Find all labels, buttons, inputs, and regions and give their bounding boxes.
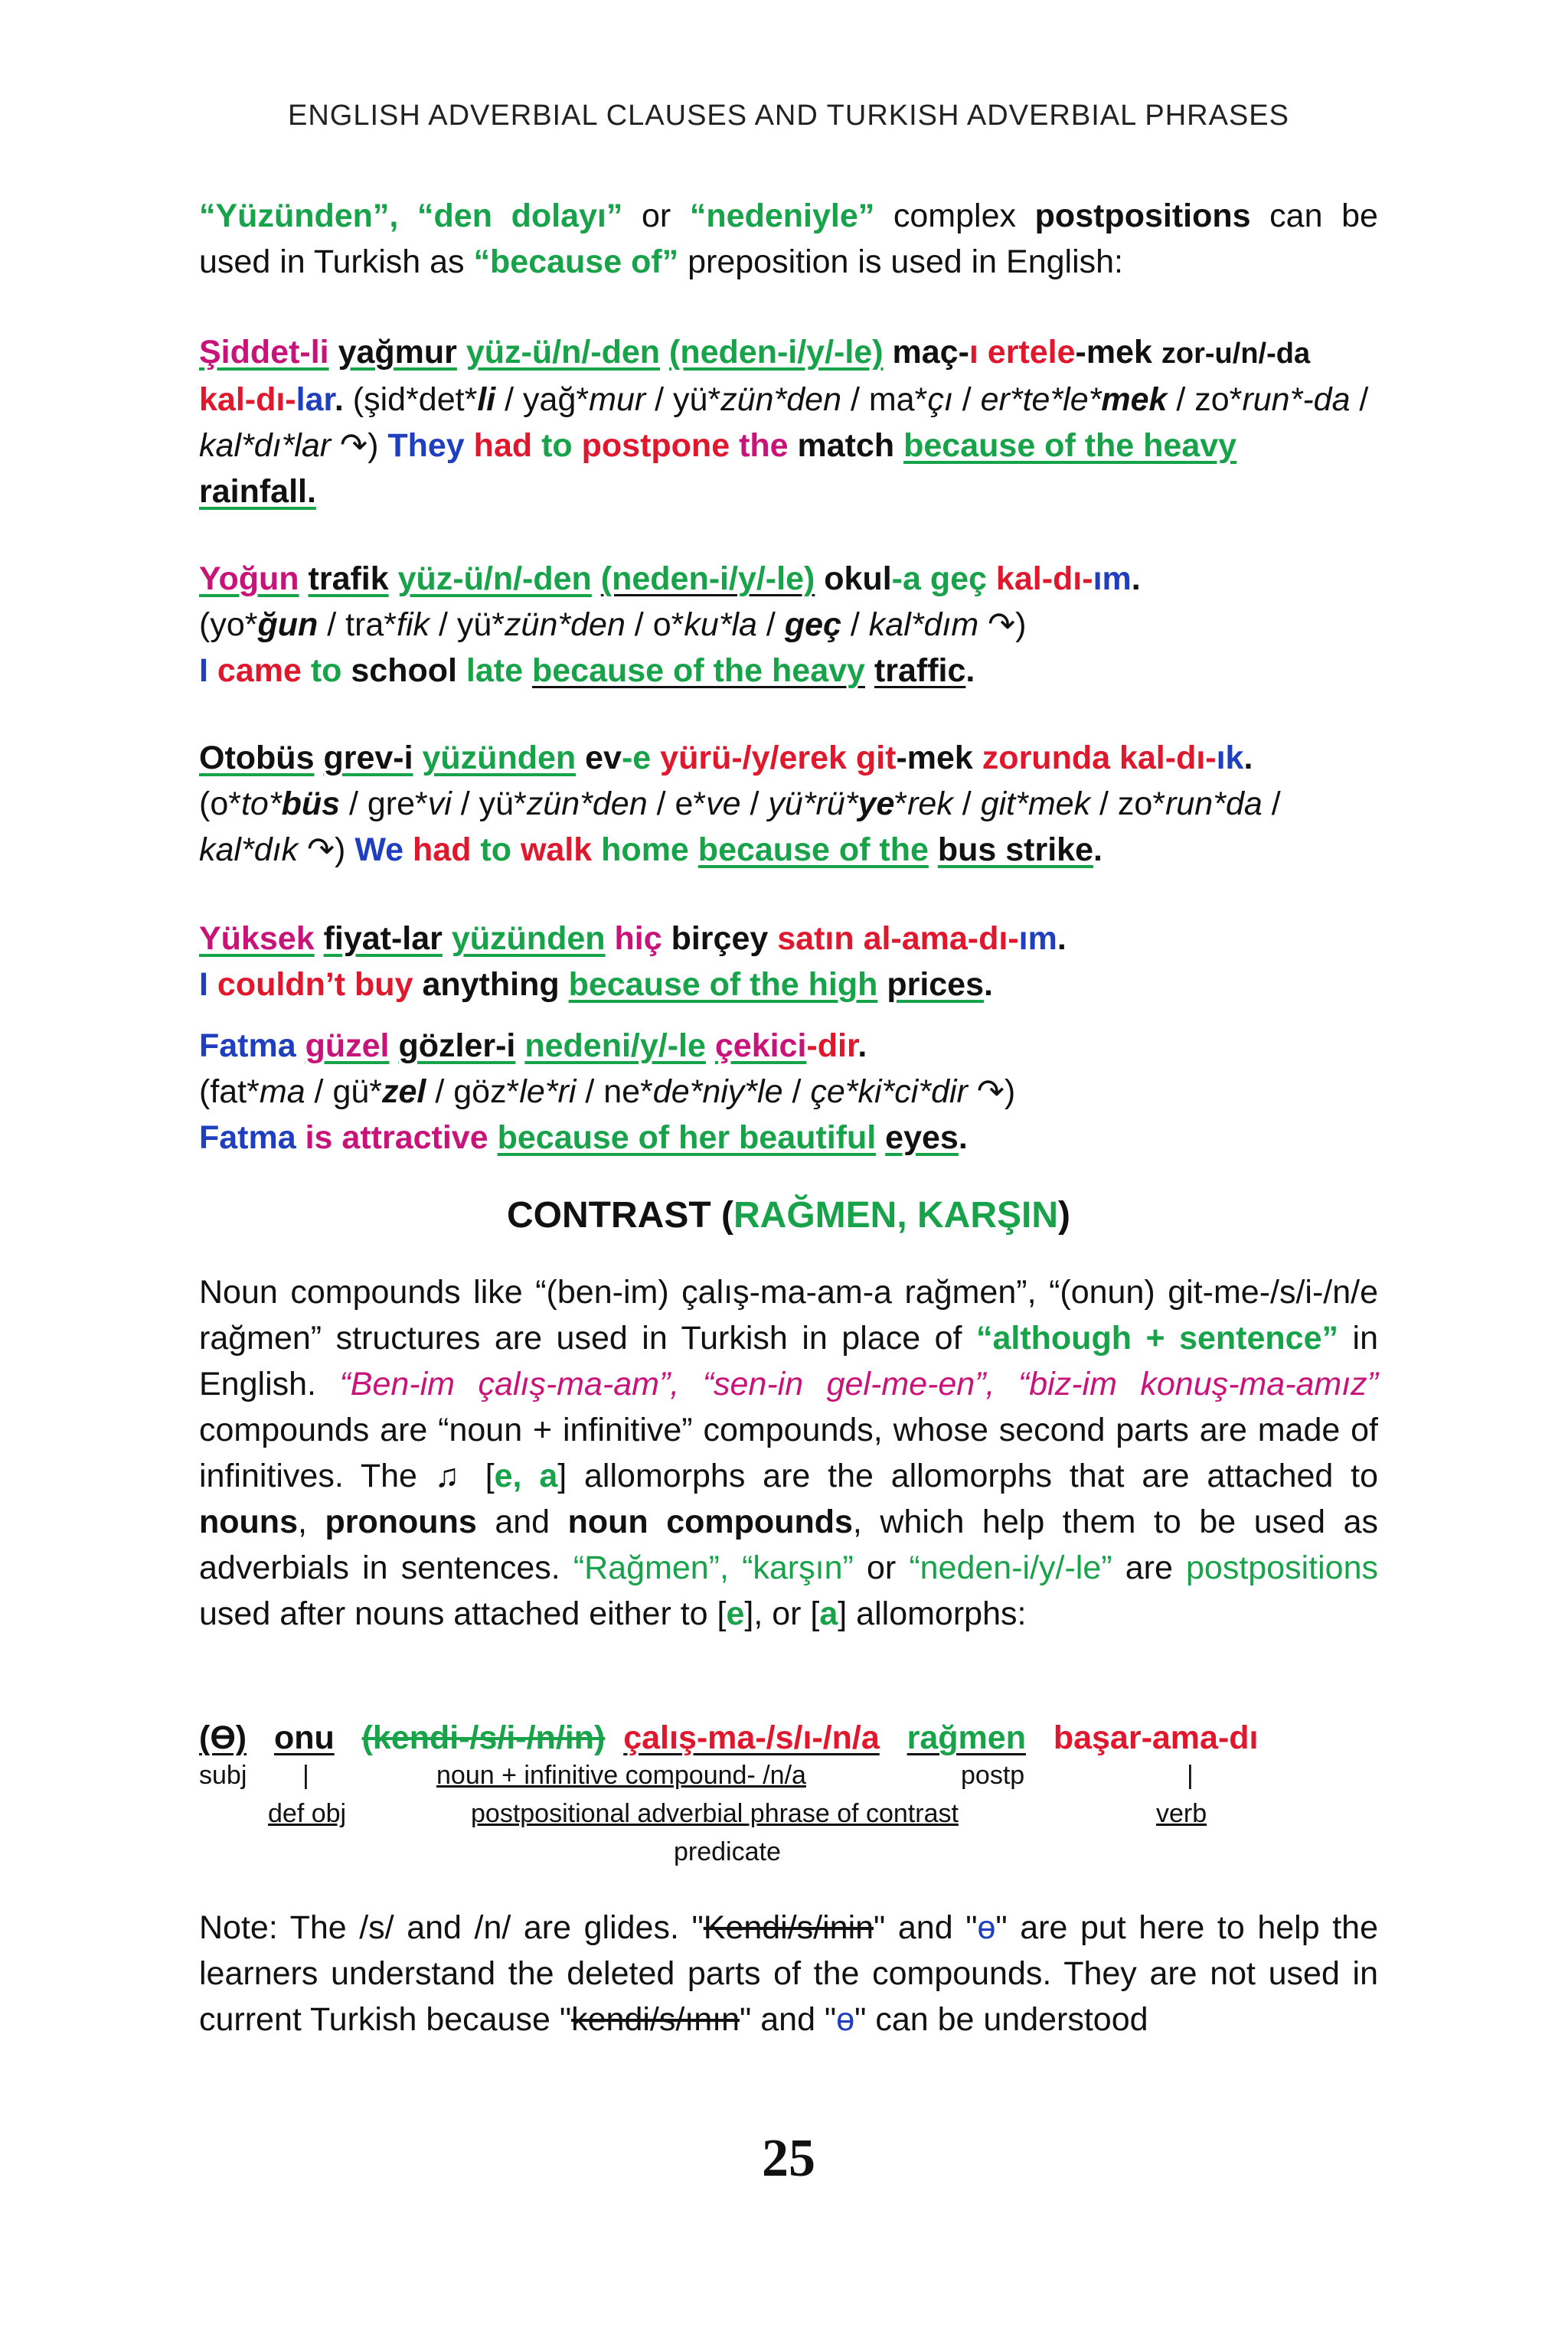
contrast-paragraph (199, 1269, 1378, 1637)
contrast-text: compounds are “noun + infinitive” compounds, whose second parts are made of infinitives. The ♫ [ (199, 1412, 1378, 1494)
contrast-text: , (297, 1504, 325, 1540)
note-text: " and " (740, 2001, 837, 2038)
contrast-text: ], or [ (744, 1595, 820, 1632)
contrast-text: in English. (199, 1320, 1378, 1402)
diagram-bar: | (1187, 1761, 1194, 1790)
example-5-english: Fatma is attractive because of her beautiful eyes. (199, 1119, 968, 1156)
ex1-the: the (739, 427, 789, 464)
diagram-label-def-obj: def obj (268, 1799, 347, 1828)
den-dolayi-term: “den dolayı” (417, 198, 623, 234)
note-theta: ɵ (836, 2001, 855, 2038)
example-1 (199, 329, 1378, 514)
diagram-label-verb: verb (1156, 1799, 1207, 1828)
ex1-zorunda: zor-u/n/-da (1161, 338, 1311, 370)
example-2-pronunciation: (yo*ğun / tra*fik / yü*zün*den / o*ku*la / geç / kal*dım ↷) (199, 606, 1027, 643)
page (199, 0, 1378, 2338)
ex2-okula: okul-a (824, 560, 921, 597)
example-2-turkish: Yoğun trafik yüz-ü/n/-den (neden-i/y/-le) okul-a geç kal-dı-ım. (199, 560, 1141, 597)
diagram-label-noun-inf: noun + infinitive compound- /n/a (436, 1761, 806, 1790)
compound-examples: “Ben-im çalış-ma-am”, “sen-in gel-me-en”, “biz-im konuş-ma-amız” (339, 1366, 1378, 1402)
example-4-english: I couldn’t buy anything because of the high prices. (199, 966, 993, 1003)
ex1-had: had (473, 427, 533, 464)
example-5 (199, 1023, 1378, 1161)
note-theta: ɵ (977, 1909, 996, 1946)
example-4-turkish: Yüksek fiyat-lar yüzünden hiç birçey satın al-ama-dı-ım. (199, 920, 1067, 957)
intro-paragraph (199, 193, 1378, 285)
contrast-text: Noun compounds like “(ben-im) çalış-ma-am-a rağmen”, “(onun) git-me-/s/i-/n/e rağmen” structures are used in Turkish in place of (199, 1274, 1378, 1357)
example-5-turkish: Fatma güzel gözler-i nedeni/y/-le çekici-dir. (199, 1027, 867, 1064)
example-3-turkish: Otobüs grev-i yüzünden ev-e yürü-/y/erek git-mek zorunda kal-dı-ık. (199, 740, 1253, 776)
example-5-pronunciation: (fat*ma / gü*zel / göz*le*ri / ne*de*niy*le / çe*ki*ci*dir ↷) (199, 1073, 1016, 1110)
diagram-basaramadi: başar-ama-dı (1053, 1719, 1259, 1756)
pronouns-term: pronouns (325, 1504, 477, 1540)
heading-ragmen-karsin: RAĞMEN, KARŞIN (733, 1195, 1058, 1236)
ex2-yuzunden: yüz-ü/n/-den (397, 560, 592, 597)
ex1-yagmur: yağmur (338, 334, 457, 371)
ex1-kaldilar: kal-dı-lar (199, 381, 335, 418)
ex1-yuzunden: yüz-ü/n/-den (466, 334, 661, 371)
diagram-sentence (199, 1715, 1378, 1761)
diagram-row-2 (199, 1799, 1378, 1837)
because-of-term: “because of” (473, 243, 679, 280)
note-kendisinin: Kendi/s/inin (703, 1909, 874, 1946)
ex1-ertelemek: ertele (987, 334, 1076, 371)
ex1-to: to (541, 427, 573, 464)
intro-text: or (622, 198, 690, 234)
example-2-english: I came to school late because of the heavy traffic. (199, 652, 975, 689)
diagram-bar: | (302, 1761, 309, 1790)
example-4 (199, 916, 1378, 1007)
a-allomorph: a (819, 1595, 838, 1632)
diagram-label-subj: subj (199, 1761, 247, 1790)
diagram-label-predicate: predicate (674, 1837, 781, 1866)
nouns-term: nouns (199, 1504, 298, 1540)
ex1-maci: maç-ı (892, 334, 978, 371)
example-3 (199, 735, 1378, 873)
ex2-nedeniyle: (neden-i/y/-le) (600, 560, 815, 597)
contrast-text: or (853, 1549, 910, 1586)
postpositions-term: postpositions (1186, 1549, 1378, 1586)
heading-text: ) (1058, 1195, 1070, 1236)
intro-text: can be used in Turkish as (199, 198, 1378, 280)
contrast-text: , which help them to be used as adverbials in sentences. (199, 1504, 1378, 1586)
diagram-row-1 (199, 1761, 1378, 1799)
note-text: " can be understood (854, 2001, 1148, 2038)
noun-compounds-term: noun compounds (567, 1504, 853, 1540)
ex2-trafik: trafik (308, 560, 389, 597)
example-2 (199, 556, 1378, 694)
ex1-they: They (387, 427, 465, 464)
ex1-match: match (797, 427, 895, 464)
note-paragraph (199, 1905, 1378, 2042)
ex2-gec: geç (929, 560, 987, 597)
contrast-text: are (1112, 1549, 1186, 1586)
nedeniyle-term: “nedeniyle” (689, 198, 875, 234)
diagram-kendisinin: (kendi-/s/i-/n/in) (361, 1719, 606, 1756)
ex2-yogun: Yoğun (199, 560, 299, 597)
e-allomorph: e (726, 1595, 745, 1632)
note-text: " and " (874, 1909, 978, 1946)
ea-allomorphs: e, a (494, 1458, 558, 1494)
ex1-nedeniyle: (neden-i/y/-le) (669, 334, 884, 371)
page-number: 25 (762, 2129, 815, 2188)
running-header: ENGLISH ADVERBIAL CLAUSES AND TURKISH ADVERBIAL PHRASES (287, 100, 1290, 132)
contrast-text: ] allomorphs are the allomorphs that are attached to (557, 1458, 1379, 1494)
postpositions-term: postpositions (1034, 198, 1251, 234)
nedeniyle-term: “neden-i/y/-le” (909, 1549, 1112, 1586)
ex1-because-of: because of the heavy (903, 427, 1237, 464)
diagram-row-3 (199, 1837, 1378, 1876)
note-kendisinin: kendi/s/ının (571, 2001, 740, 2038)
diagram-subject-theta: (Ɵ) (199, 1719, 247, 1756)
ex1-rainfall: rainfall. (199, 473, 316, 510)
note-text: " are put here to help the learners understand the deleted parts of the compounds. They are not used in current Turkish because " (199, 1909, 1378, 2038)
contrast-text: and (476, 1504, 568, 1540)
diagram-label-postpositional: postpositional adverbial phrase of contrast (471, 1799, 959, 1828)
diagram-calismasina: çalış-ma-/s/ı-/n/a (623, 1719, 880, 1756)
ex1-postpone: postpone (581, 427, 730, 464)
example-1-pronunciation: (şid*det*li / yağ*mur / yü*zün*den / ma*çı / er*te*le*mek / zo*run*-da / kal*dı*lar ↷) (199, 381, 1369, 464)
contrast-heading (199, 1194, 1378, 1236)
intro-text: preposition is used in English: (678, 243, 1123, 280)
intro-text: complex (874, 198, 1035, 234)
note-text: Note: The /s/ and /n/ are glides. " (199, 1909, 704, 1946)
contrast-text: ] allomorphs: (838, 1595, 1027, 1632)
diagram-label-postp: postp (961, 1761, 1025, 1790)
diagram-ragmen: rağmen (906, 1719, 1026, 1756)
heading-text: CONTRAST ( (507, 1195, 733, 1236)
although-sentence-term: “although + sentence” (975, 1320, 1339, 1357)
example-1-turkish: Şiddet-li yağmur yüz-ü/n/-den (neden-i/y/-le) maç-ı ertele-mek zor-u/n/-da kal-dı-lar. (şid*det*li / yağ*mur / yü*zün*den / ma*çı / er*te*le*mek / zo*run*-da / kal*dı*lar ↷) They had to postpone the match because of the heavy rainfall. (199, 334, 1369, 510)
ex2-kaldim: kal-dı-ım (995, 560, 1132, 597)
contrast-text: used after nouns attached either to [ (199, 1595, 727, 1632)
sentence-diagram (199, 1715, 1378, 1876)
example-3-pronunciation: (o*to*büs / gre*vi / yü*zün*den / e*ve / yü*rü*ye*rek / git*mek / zo*run*da / kal*dık ↷) We had to walk home because of the bus strike. (199, 785, 1281, 868)
ex1-siddetli: Şiddet-li (199, 334, 329, 371)
ragmen-karsin-term: “Rağmen”, “karşın” (573, 1549, 854, 1586)
diagram-onu: onu (273, 1719, 335, 1756)
yuzunden-term: “Yüzünden”, (199, 198, 418, 234)
